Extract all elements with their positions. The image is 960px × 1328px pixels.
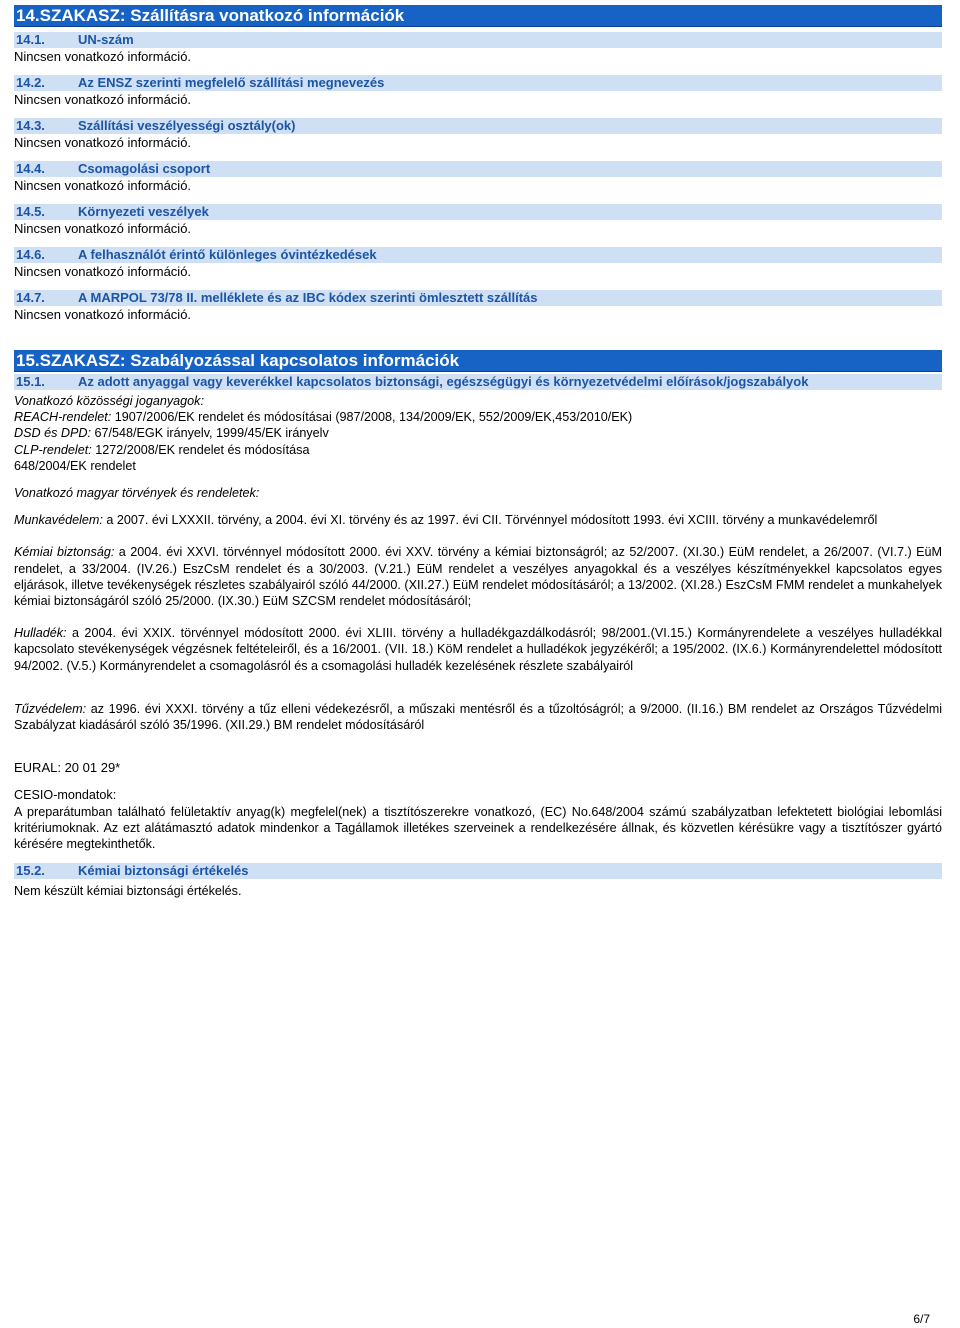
- hu-label-line: [14, 485, 942, 501]
- subsection-title: Az ENSZ szerinti megfelelő szállítási megnevezés: [78, 75, 385, 90]
- work-label: Munkavédelem:: [14, 513, 103, 528]
- reach-line: [14, 409, 942, 425]
- subsection-14-2-text: Nincsen vonatkozó információ.: [14, 92, 192, 107]
- dsd-label: DSD és DPD:: [14, 426, 91, 441]
- chem-label: Kémiai biztonság:: [14, 545, 115, 560]
- waste-label: Hulladék:: [14, 626, 67, 641]
- fire-label: Tűzvédelem:: [14, 701, 87, 716]
- subsection-number: 14.3.: [16, 118, 45, 133]
- clp-text: 1272/2008/EK rendelet és módosítása: [91, 442, 310, 457]
- fire-paragraph: [14, 701, 942, 733]
- subsection-title: UN-szám: [78, 32, 134, 47]
- subsection-number: 14.5.: [16, 204, 45, 219]
- subsection-title: A felhasználót érintő különleges óvintézkedések: [78, 247, 377, 262]
- subsection-14-6-text: Nincsen vonatkozó információ.: [14, 264, 192, 279]
- chem-paragraph: [14, 544, 942, 609]
- subsection-14-3-header: [14, 118, 942, 134]
- subsection-14-4-header: [14, 161, 942, 177]
- reg648-line: 648/2004/EK rendelet: [14, 458, 136, 473]
- work-paragraph: [14, 512, 942, 528]
- section-14-items: [14, 32, 942, 333]
- subsection-number: 14.4.: [16, 161, 45, 176]
- subsection-number: 15.2.: [16, 863, 45, 879]
- waste-text: a 2004. évi XXIX. törvénnyel módosított 2000. évi XLIII. törvény a hulladékgazdálkodásról; 98/2001.(VI.15.) Kormányrendelete a veszélyes hulladékkal kapcsolato stevékenységek végzésnek feltételeiről, és a 16/2001. (VII. 18.) KöM rendelet a hulladékok jegyzékéről; a 195/2002. (IX.6.) Kormányrendelettel módosított 94/2002. (V.5.) Kormányrendelet a csomagolásról és a csomagolási hulladék kezelésének részlete szabályairól: [14, 626, 942, 673]
- subsection-14-3-text: Nincsen vonatkozó információ.: [14, 135, 192, 150]
- clp-line: [14, 442, 942, 458]
- reach-label: REACH-rendelet:: [14, 410, 112, 425]
- subsection-number: 14.1.: [16, 32, 45, 47]
- subsection-number: 14.2.: [16, 75, 45, 90]
- subsection-14-1-header: [14, 32, 942, 48]
- subsection-number: 15.1.: [16, 374, 45, 389]
- sds-page: [14, 5, 942, 899]
- subsection-14-5-header: [14, 204, 942, 220]
- section-15-header: 15.SZAKASZ: Szabályozással kapcsolatos információk: [14, 350, 942, 372]
- subsection-14-7-header: [14, 290, 942, 306]
- subsection-title: Kémiai biztonsági értékelés: [78, 863, 249, 879]
- reach-text: 1907/2006/EK rendelet és módosításai (987/2008, 134/2009/EK, 552/2009/EK,453/2010/EK): [111, 410, 633, 425]
- subsection-14-1-text: Nincsen vonatkozó információ.: [14, 49, 192, 64]
- subsection-14-5-text: Nincsen vonatkozó információ.: [14, 221, 192, 236]
- section-14-header: 14.SZAKASZ: Szállításra vonatkozó információk: [14, 5, 942, 27]
- subsection-title: Csomagolási csoport: [78, 161, 211, 176]
- waste-paragraph: [14, 625, 942, 674]
- fire-text: az 1996. évi XXXI. törvény a tűz elleni védekezésről, a műszaki mentésről és a tűzoltóságról; a 9/2000. (II.16.) BM rendelet az Országos Tűzvédelmi Szabályzat kiadásáról szóló 35/1996. (XII.29.) BM rendelet módosításáról: [14, 701, 942, 733]
- dsd-line: [14, 425, 942, 441]
- page-number: 6/7: [913, 1312, 930, 1326]
- subsection-title: A MARPOL 73/78 II. melléklete és az IBC kódex szerinti ömlesztett szállítás: [78, 290, 538, 305]
- cesio-label: CESIO-mondatok:: [14, 788, 117, 803]
- subsection-14-7-text: Nincsen vonatkozó információ.: [14, 307, 192, 322]
- chem-text: a 2004. évi XXVI. törvénnyel módosított 2000. évi XXV. törvény a kémiai biztonságról; az 52/2007. (XI.30.) EüM rendelet, a 26/2007. (VI.7.) EüM rendelet, a 33/2004. (IV.26.) EszCsM rendelet és a 30/2003. (V.21.) EüM rendelet a veszélyes anyagokkal és a veszélyes készítményekkel kapcsolatos egyes eljárások, illetve tevékenységek részletes szabályairól szóló 44/2000. (XII.27.) EüM rendelet módosításáról; a 13/2002. (XI.28.) EszCsM FMM rendelet a munkahelyek kémiai biztonságáról szóló 25/2000. (IX.30.) EüM SZCSM rendelet módosításáról;: [14, 545, 942, 609]
- subsection-15-2-text: Nem készült kémiai biztonsági értékelés.: [14, 884, 242, 899]
- community-label: Vonatkozó közösségi joganyagok:: [14, 394, 204, 408]
- dsd-text: 67/548/EGK irányelv, 1999/45/EK irányelv: [90, 426, 329, 441]
- subsection-14-6-header: [14, 247, 942, 263]
- eural-line: EURAL: 20 01 29*: [14, 760, 121, 776]
- subsection-14-4-text: Nincsen vonatkozó információ.: [14, 178, 192, 193]
- subsection-15-2-header: [14, 863, 942, 879]
- work-text: a 2007. évi LXXXII. törvény, a 2004. évi XI. törvény és az 1997. évi CII. Törvénnyel módosított 1993. évi XCIII. törvény a munkavédelemről: [102, 513, 878, 528]
- subsection-15-1-header: [14, 374, 942, 390]
- subsection-title: Szállítási veszélyességi osztály(ok): [78, 118, 296, 133]
- subsection-14-2-header: [14, 75, 942, 91]
- subsection-number: 14.6.: [16, 247, 45, 262]
- subsection-number: 14.7.: [16, 290, 45, 305]
- subsection-title: Környezeti veszélyek: [78, 204, 209, 219]
- cesio-paragraph: A preparátumban található felületaktív anyag(k) megfelel(nek) a tisztítószerekre vonatkozó, (EC) No.648/2004 számú szabályzatban lefektetett biológiai lebomlási kritériumoknak. Az ezt alátámasztó adatok mindenkor a Tagállamok illetékes szerveinek a rendelkezésére állnak, és közvetlen kérésükre vagy a tisztítószer gyártó kérésére megtekinthetők.: [14, 804, 942, 852]
- subsection-title: Az adott anyaggal vagy keverékkel kapcsolatos biztonsági, egészségügyi és környezetvédelmi előírások/jogszabályok: [78, 374, 809, 389]
- clp-label: CLP-rendelet:: [14, 442, 92, 457]
- hu-label: Vonatkozó magyar törvények és rendeletek:: [14, 486, 260, 501]
